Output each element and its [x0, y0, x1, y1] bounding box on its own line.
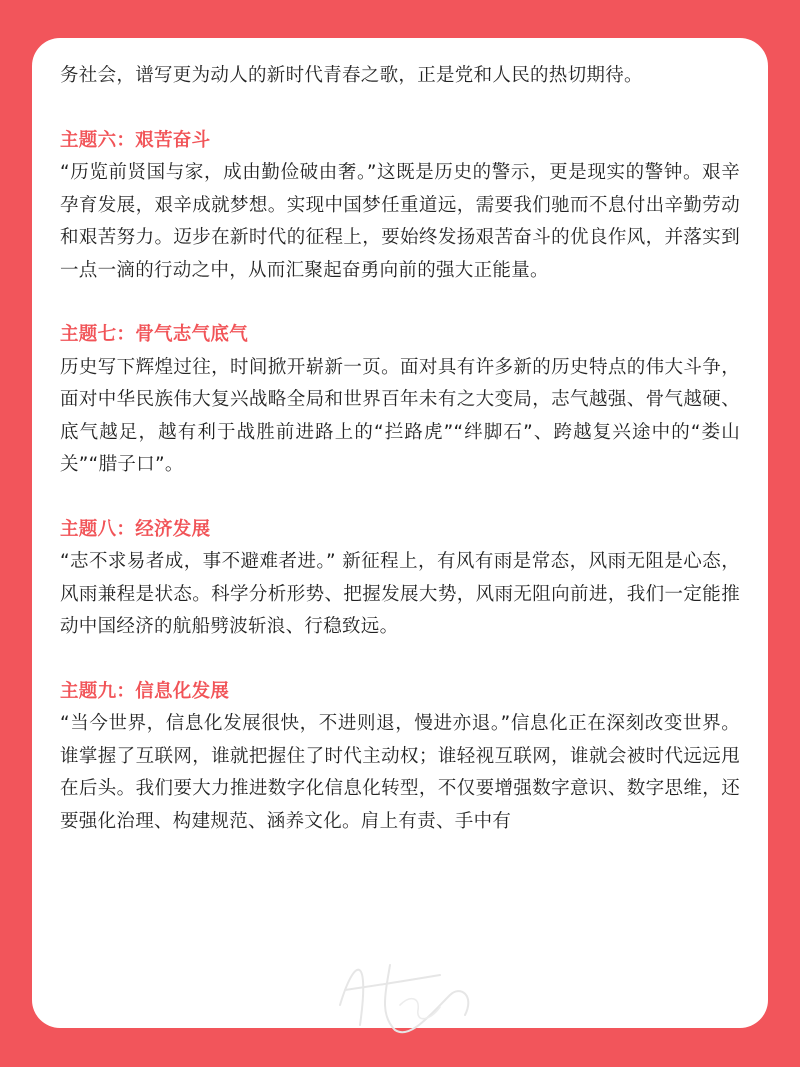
section-theme-9 [60, 676, 740, 839]
section-theme-6 [60, 125, 740, 288]
section-heading: 主题六：艰苦奋斗 [60, 129, 211, 151]
section-heading: 主题七：骨气志气底气 [60, 324, 249, 345]
document-content [60, 60, 740, 838]
section-body: “历览前贤国与家，成由勤俭破由奢。”这既是历史的警示，更是现实的警钟。艰辛孕育发展，艰辛成就梦想。实现中国梦任重道远，需要我们驰而不息付出辛勤劳动和艰苦努力。迈步在新时代的征程上，要始终发扬艰苦奋斗的优良作风，并落实到一点一滴的行动之中，从而汇聚起奋勇向前的强大正能量。 [60, 162, 740, 281]
intro-paragraph: 务社会，谱写更为动人的新时代青春之歌，正是党和人民的热切期待。 [60, 65, 643, 86]
document-card [32, 38, 768, 1028]
section-body: “当今世界，信息化发展很快，不进则退，慢进亦退。”信息化正在深刻改变世界。谁掌握了互联网，谁就把握住了时代主动权；谁轻视互联网，谁就会被时代远远甩在后头。我们要大力推进数字化信息化转型，不仅要增强数字意识、数字思维，还要强化治理、构建规范、涵养文化。肩上有责、手中有 [60, 713, 740, 832]
section-body: 历史写下辉煌过往，时间掀开崭新一页。面对具有许多新的历史特点的伟大斗争，面对中华民族伟大复兴战略全局和世界百年未有之大变局，志气越强、骨气越硬、底气越足，越有利于战胜前进路上的“拦路虎”“绊脚石”、跨越复兴途中的“娄山关”“腊子口”。 [60, 356, 740, 475]
section-theme-7 [60, 319, 740, 482]
section-heading: 主题九：信息化发展 [60, 680, 230, 702]
section-theme-8 [60, 514, 740, 644]
section-body: “志不求易者成，事不避难者进。” 新征程上，有风有雨是常态，风雨无阻是心态，风雨兼程是状态。科学分析形势、把握发展大势，风雨无阻向前进，我们一定能推动中国经济的航船劈波斩浪、行稳致远。 [60, 551, 740, 637]
section-heading: 主题八：经济发展 [60, 518, 211, 540]
